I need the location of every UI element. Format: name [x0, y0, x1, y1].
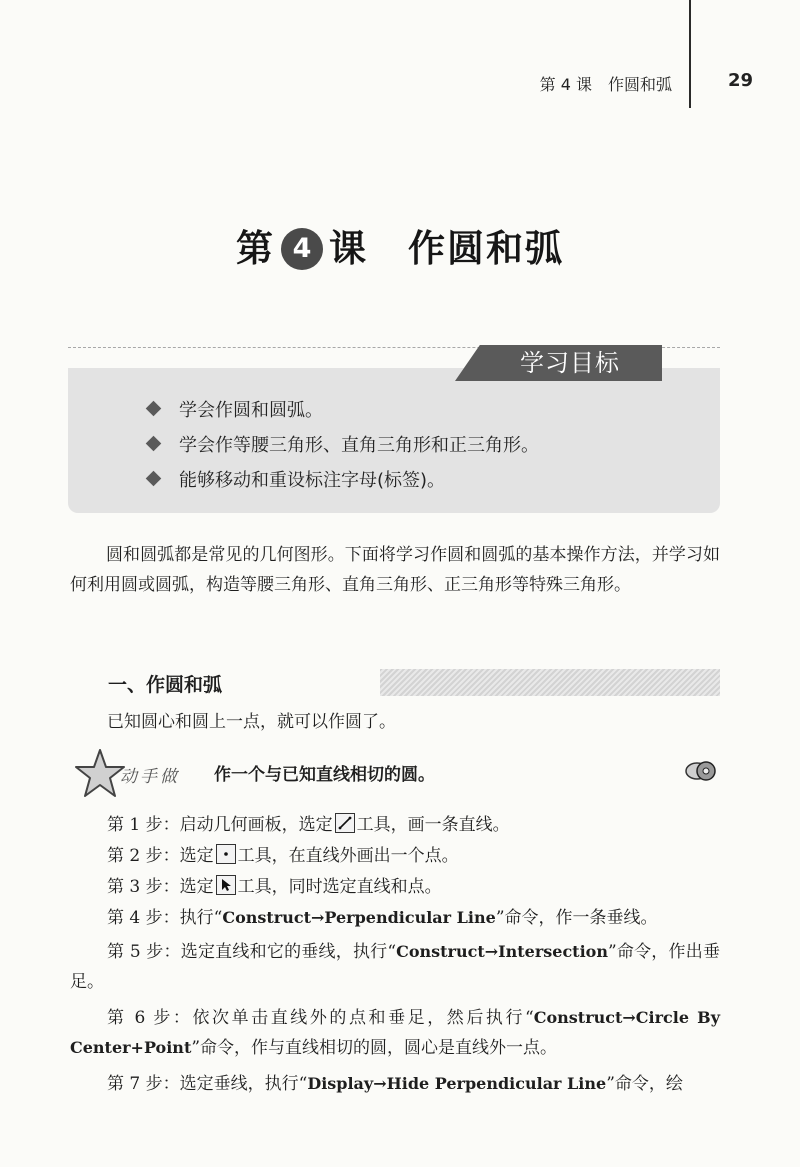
section-heading: 一、作圆和弧	[108, 674, 223, 696]
chapter-title	[0, 218, 800, 272]
page-number: 29	[728, 70, 754, 91]
step-1: 第 1 步：启动几何画板，选定 工具，画一条直线。	[107, 815, 510, 835]
diamond-bullet-icon	[146, 436, 162, 452]
step-4: 第 4 步：执行“Construct→Perpendicular Line”命令，作一条垂线。	[107, 908, 658, 928]
objectives-heading: 学习目标	[520, 349, 620, 377]
selection-arrow-tool-icon[interactable]	[216, 875, 236, 895]
section-heading-bar	[380, 669, 720, 696]
step-5: 第 5 步：选定直线和它的垂线，执行“Construct→Intersection”命令，作出垂足。	[70, 942, 720, 992]
section-intro-text: 已知圆心和圆上一点，就可以作圆了。	[107, 712, 396, 732]
intro-paragraph: 圆和圆弧都是常见的几何图形。下面将学习作圆和圆弧的基本操作方法，并学习如何利用圆或圆弧，构造等腰三角形、直角三角形、正三角形等特殊三角形。	[70, 545, 720, 595]
chapter-number-badge: 4	[281, 228, 323, 270]
step-3: 第 3 步：选定 工具，同时选定直线和点。	[107, 877, 442, 897]
cd-disc-icon	[683, 760, 719, 782]
chapter-name: 作圆和弧	[408, 226, 564, 270]
step-6: 第 6 步：依次单击直线外的点和垂足，然后执行“Construct→Circle By Center+Point”命令，作与直线相切的圆，圆心是直线外一点。	[70, 1008, 720, 1058]
diamond-bullet-icon	[146, 401, 162, 417]
objective-item: 学会作等腰三角形、直角三角形和正三角形。	[148, 431, 539, 457]
menu-command: Display→Hide Perpendicular Line	[307, 1074, 607, 1093]
menu-command: Construct→Intersection	[396, 942, 608, 961]
step-7: 第 7 步：选定垂线，执行“Display→Hide Perpendicular Line”命令，绘	[107, 1074, 683, 1094]
activity-title: 作一个与已知直线相切的圆。	[214, 765, 435, 785]
line-tool-icon[interactable]	[335, 813, 355, 833]
menu-command: Construct→Circle By Center+Point	[70, 1008, 720, 1057]
running-header-lesson: 第 4 课 作圆和弧	[539, 75, 672, 94]
header-rule	[689, 0, 691, 108]
chapter-prefix: 第	[236, 226, 275, 270]
star-icon	[74, 748, 126, 800]
diamond-bullet-icon	[146, 471, 162, 487]
menu-command: Construct→Perpendicular Line	[222, 908, 496, 927]
objective-item: 学会作圆和圆弧。	[148, 396, 323, 422]
chapter-suffix: 课	[329, 226, 368, 270]
objective-item: 能够移动和重设标注字母(标签)。	[148, 466, 445, 492]
step-2: 第 2 步：选定 工具，在直线外画出一个点。	[107, 846, 459, 866]
point-tool-icon[interactable]	[216, 844, 236, 864]
activity-label: 动手做	[120, 767, 180, 787]
